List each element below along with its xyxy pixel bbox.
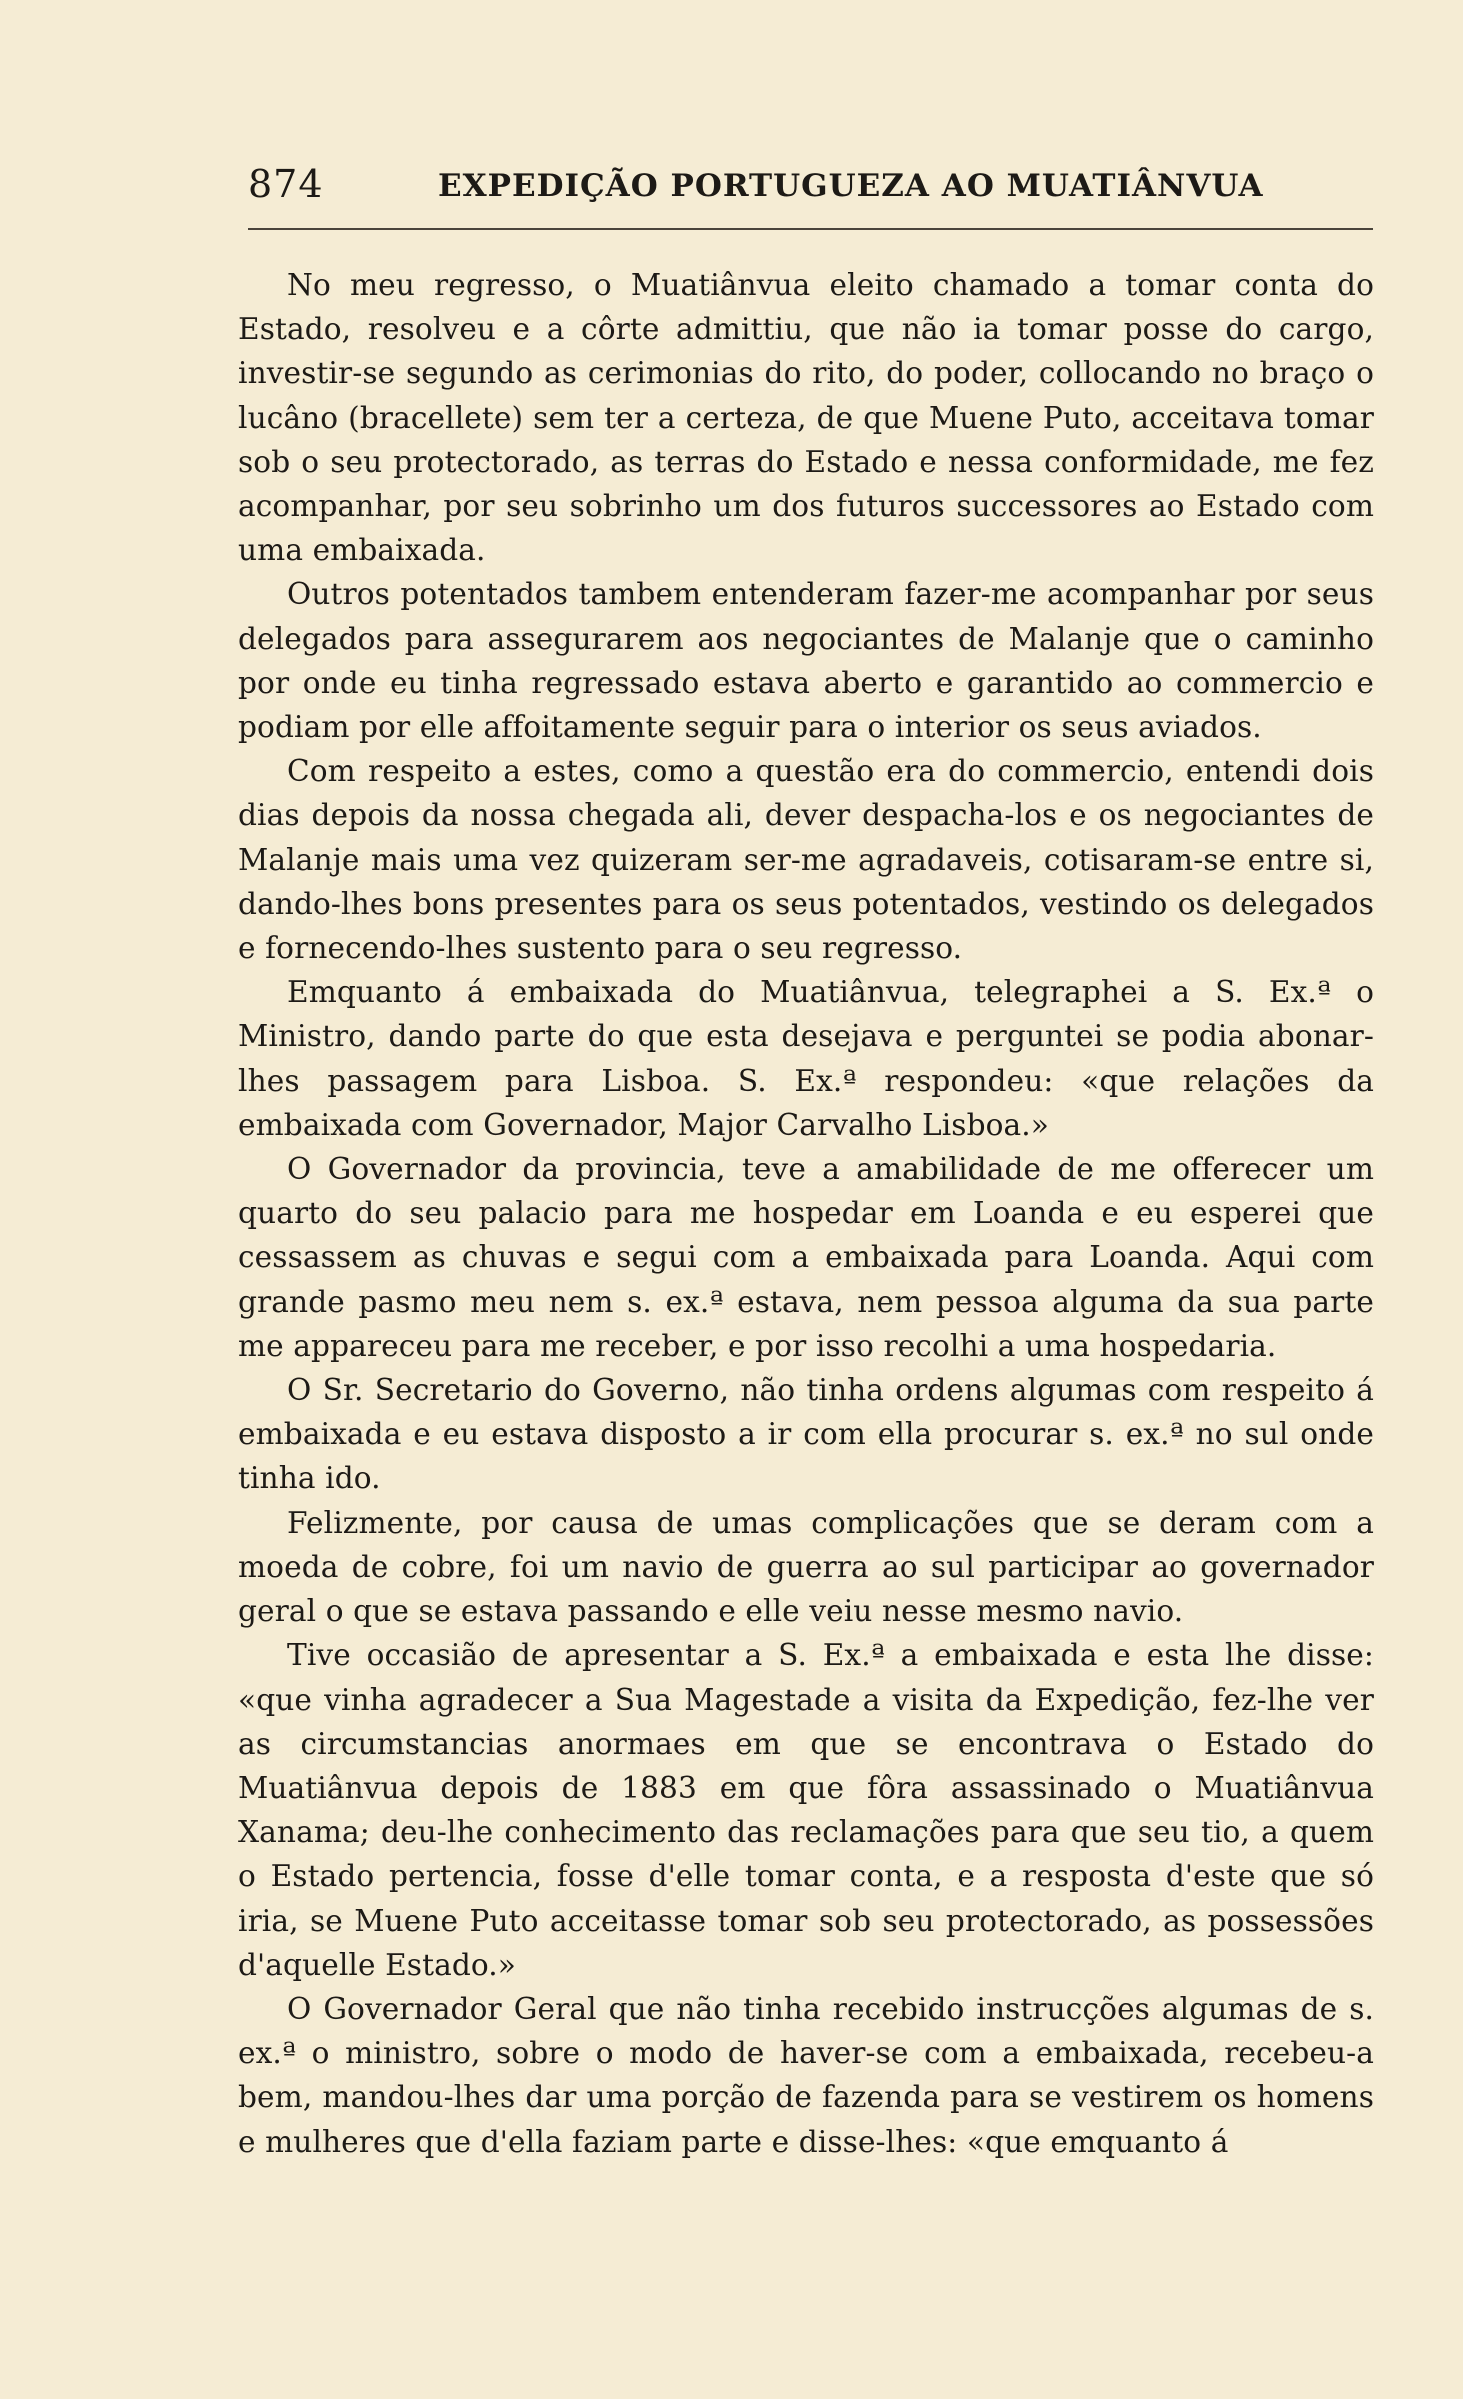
paragraph: O Sr. Secretario do Governo, não tinha ordens algumas com respeito á embaixada e eu estava disposto a ir com ella procurar s. ex.ª no sul onde tinha ido. bbox=[238, 1373, 1374, 1496]
paragraph: Emquanto á embaixada do Muatiânvua, telegraphei a S. Ex.ª o Ministro, dando parte do que esta desejava e perguntei se podia abonar-lhes passagem para Lisboa. S. Ex.ª respondeu: «que relações da embaixada com Governador, Major Carvalho Lisboa.» bbox=[238, 975, 1374, 1142]
paragraph: No meu regresso, o Muatiânvua eleito chamado a tomar conta do Estado, resolveu e a côrte admittiu, que não ia tomar posse do cargo, investir-se segundo as cerimonias do rito, do poder, collocando no braço o lucâno (bracellete) sem ter a certeza, de que Muene Puto, acceitava tomar sob o seu protectorado, as terras do Estado e nessa conformidade, me fez acompanhar, por seu sobrinho um dos futuros successores ao Estado com uma embaixada. bbox=[238, 268, 1374, 568]
page-number: 874 bbox=[248, 162, 324, 206]
paragraph: O Governador Geral que não tinha recebido instrucções algumas de s. ex.ª o ministro, sobre o modo de haver-se com a embaixada, recebeu-a bem, mandou-lhes dar uma porção de fazenda para se vestirem os homens e mulheres que d'ella faziam parte e disse-lhes: «que emquanto á bbox=[238, 1991, 1374, 2159]
paragraph: Com respeito a estes, como a questão era do commercio, entendi dois dias depois da nossa chegada ali, dever despacha-los e os negociantes de Malanje mais uma vez quizeram ser-me agradaveis, cotisaram-se entre si, dando-lhes bons presentes para os seus potentados, vestindo os delegados e fornecendo-lhes sustento para o seu regresso. bbox=[238, 754, 1374, 966]
paragraph: O Governador da provincia, teve a amabilidade de me offerecer um quarto do seu palacio para me hospedar em Loanda e eu esperei que cessassem as chuvas e segui com a embaixada para Loanda. Aqui com grande pasmo meu nem s. ex.ª estava, nem pessoa alguma da sua parte me appareceu para me receber, e por isso recolhi a uma hospedaria. bbox=[238, 1152, 1374, 1363]
paragraph: Tive occasião de apresentar a S. Ex.ª a embaixada e esta lhe disse: «que vinha agradecer a Sua Magestade a visita da Expedição, fez-lhe ver as circumstancias anormaes em que se encontrava o Estado do Muatiânvua depois de 1883 em que fôra assassinado o Muatiânvua Xanama; deu-lhe conhecimento das reclamações para que seu tio, a quem o Estado pertencia, fosse d'elle tomar conta, e a resposta d'este que só iria, se Muene Puto acceitasse tomar sob seu protectorado, as possessões d'aquelle Estado.» bbox=[238, 1638, 1374, 1982]
paragraph: Felizmente, por causa de umas complicações que se deram com a moeda de cobre, foi um navio de guerra ao sul participar ao governador geral o que se estava passando e elle veiu nesse mesmo navio. bbox=[238, 1505, 1374, 1629]
body-text bbox=[238, 263, 1374, 2164]
paragraph: Outros potentados tambem entenderam fazer-me acompanhar por seus delegados para assegurarem aos negociantes de Malanje que o caminho por onde eu tinha regressado estava aberto e garantido ao commercio e podiam por elle affoitamente seguir para o interior os seus aviados. bbox=[238, 577, 1374, 745]
running-title: EXPEDIÇÃO PORTUGUEZA AO MUATIÂNVUA bbox=[438, 168, 1264, 204]
header-rule bbox=[248, 228, 1373, 230]
page-header bbox=[248, 160, 1373, 208]
